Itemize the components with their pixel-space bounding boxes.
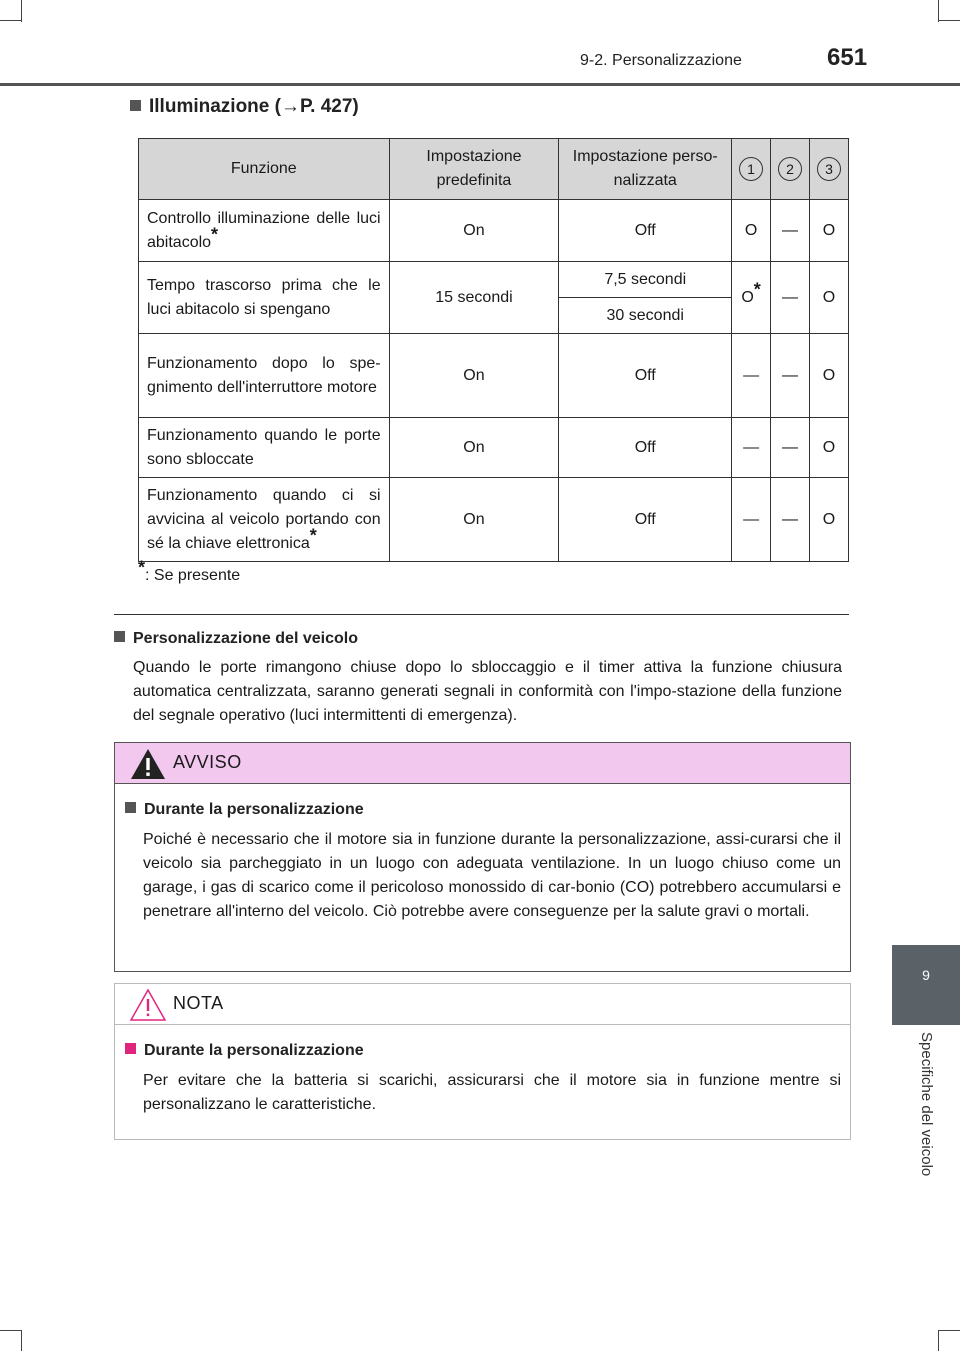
- row-personalizzata: Off: [559, 478, 732, 562]
- row-personalizzata: Off: [559, 200, 732, 262]
- crop-mark: [21, 0, 22, 22]
- note-header: [115, 984, 850, 1025]
- row-predefinita: On: [389, 200, 559, 262]
- footnote-star: *: [309, 525, 317, 546]
- row-col-3: O: [810, 418, 849, 478]
- row-col-2: —: [771, 478, 810, 562]
- warning-icon: [129, 747, 167, 781]
- crop-mark: [938, 0, 939, 22]
- row-funzione: Tempo trascorso prima che le luci abitacolo si spengano: [139, 262, 390, 334]
- circled-number-2: 2: [778, 157, 802, 181]
- table-header-row: [139, 139, 849, 200]
- header-predefinita: Impostazione predefinita: [389, 139, 559, 200]
- footnote-star: *: [138, 557, 146, 578]
- row-personalizzata-a: 7,5 secondi: [559, 262, 732, 298]
- square-bullet-icon: [114, 631, 125, 642]
- header-personalizzata: Impostazione perso-nalizzata: [559, 139, 732, 200]
- crop-mark: [0, 1330, 22, 1331]
- warning-header: [115, 743, 850, 784]
- table-footnote: *: Se presente: [138, 557, 241, 584]
- row-funzione: Controllo illuminazione delle luci abitacolo*: [139, 200, 390, 262]
- row-col-1: O*: [732, 262, 771, 334]
- row-col-1: O: [732, 200, 771, 262]
- crop-mark: [21, 1330, 22, 1351]
- row-funzione: Funzionamento quando le porte sono sbloccate: [139, 418, 390, 478]
- note-label: NOTA: [173, 993, 224, 1013]
- warning-text: Poiché è necessario che il motore sia in funzione durante la personalizzazione, assi-curarsi che il veicolo sia parcheggiato in un luogo con adeguata ventilazione. In un luogo chiuso come un garage, i gas di scarico come il pericoloso monossido di car-bonio (CO) potrebbero accumularsi e penetrare all'interno del veicolo. Ciò potrebbe avere conseguenze per la salute gravi o mortali.: [143, 831, 841, 920]
- header-col-3: [810, 139, 849, 200]
- note-title: Durante la personalizzazione: [125, 1042, 364, 1060]
- row-col-2: —: [771, 200, 810, 262]
- personalizzazione-text: Quando le porte rimangono chiuse dopo lo sbloccaggio e il timer attiva la funzione chiusura automatica centralizzata, saranno generati segnali in conformità con l'impo-stazione della funzione del segnale operativo (luci intermittenti di emergenza).: [133, 659, 842, 724]
- row-personalizzata: Off: [559, 334, 732, 418]
- row-funzione: Funzionamento quando ci si avvicina al veicolo portando con sé la chiave elettronica*: [139, 478, 390, 562]
- customization-table: [138, 138, 849, 562]
- row-col-3: O: [810, 334, 849, 418]
- header-funzione: Funzione: [139, 139, 390, 200]
- row-predefinita: On: [389, 418, 559, 478]
- table-row: [139, 200, 849, 262]
- header-col-1: [732, 139, 771, 200]
- table-row: [139, 334, 849, 418]
- row-col-3: O: [810, 200, 849, 262]
- personalizzazione-heading: Personalizzazione del veicolo: [114, 630, 358, 648]
- row-col-3: O: [810, 262, 849, 334]
- row-predefinita: On: [389, 334, 559, 418]
- section-heading: [130, 96, 359, 118]
- table-row: [139, 478, 849, 562]
- row-col-2: —: [771, 418, 810, 478]
- square-bullet-icon: [125, 1043, 136, 1054]
- circled-number-3: 3: [817, 157, 841, 181]
- footnote-star: *: [753, 279, 761, 300]
- page-number: 651: [827, 44, 868, 71]
- note-text: Per evitare che la batteria si scarichi, assicurarsi che il motore sia in funzione mentre si personalizzano le caratteristiche.: [143, 1072, 841, 1113]
- chapter-number: 9: [922, 967, 930, 983]
- header-divider: [0, 83, 960, 86]
- table-row: [139, 262, 849, 298]
- chapter-label: Specifiche del veicolo: [918, 1032, 935, 1177]
- crop-mark: [938, 1330, 960, 1331]
- row-predefinita: On: [389, 478, 559, 562]
- row-col-1: —: [732, 478, 771, 562]
- warning-box: [114, 742, 851, 972]
- square-bullet-icon: [130, 100, 141, 111]
- header-section-title: 9-2. Personalizzazione: [580, 52, 742, 69]
- row-col-1: —: [732, 334, 771, 418]
- row-col-2: —: [771, 334, 810, 418]
- warning-label: AVVISO: [173, 752, 242, 772]
- square-bullet-icon: [125, 802, 136, 813]
- row-col-1: —: [732, 418, 771, 478]
- note-box: [114, 983, 851, 1140]
- caution-icon: [129, 988, 167, 1022]
- crop-mark: [938, 1330, 939, 1351]
- warning-title: Durante la personalizzazione: [125, 801, 364, 819]
- row-personalizzata: Off: [559, 418, 732, 478]
- footnote-star: *: [211, 224, 219, 245]
- row-predefinita: 15 secondi: [389, 262, 559, 334]
- row-personalizzata-b: 30 secondi: [559, 298, 732, 334]
- row-funzione: Funzionamento dopo lo spe-gnimento dell'interruttore motore: [139, 334, 390, 418]
- row-col-2: —: [771, 262, 810, 334]
- section-title: Illuminazione (→P. 427): [149, 96, 359, 117]
- circled-number-1: 1: [739, 157, 763, 181]
- section-divider: [114, 614, 849, 615]
- crop-mark: [0, 20, 22, 21]
- chapter-tab: [892, 945, 960, 1025]
- header-col-2: [771, 139, 810, 200]
- crop-mark: [938, 20, 960, 21]
- table-row: [139, 418, 849, 478]
- row-col-3: O: [810, 478, 849, 562]
